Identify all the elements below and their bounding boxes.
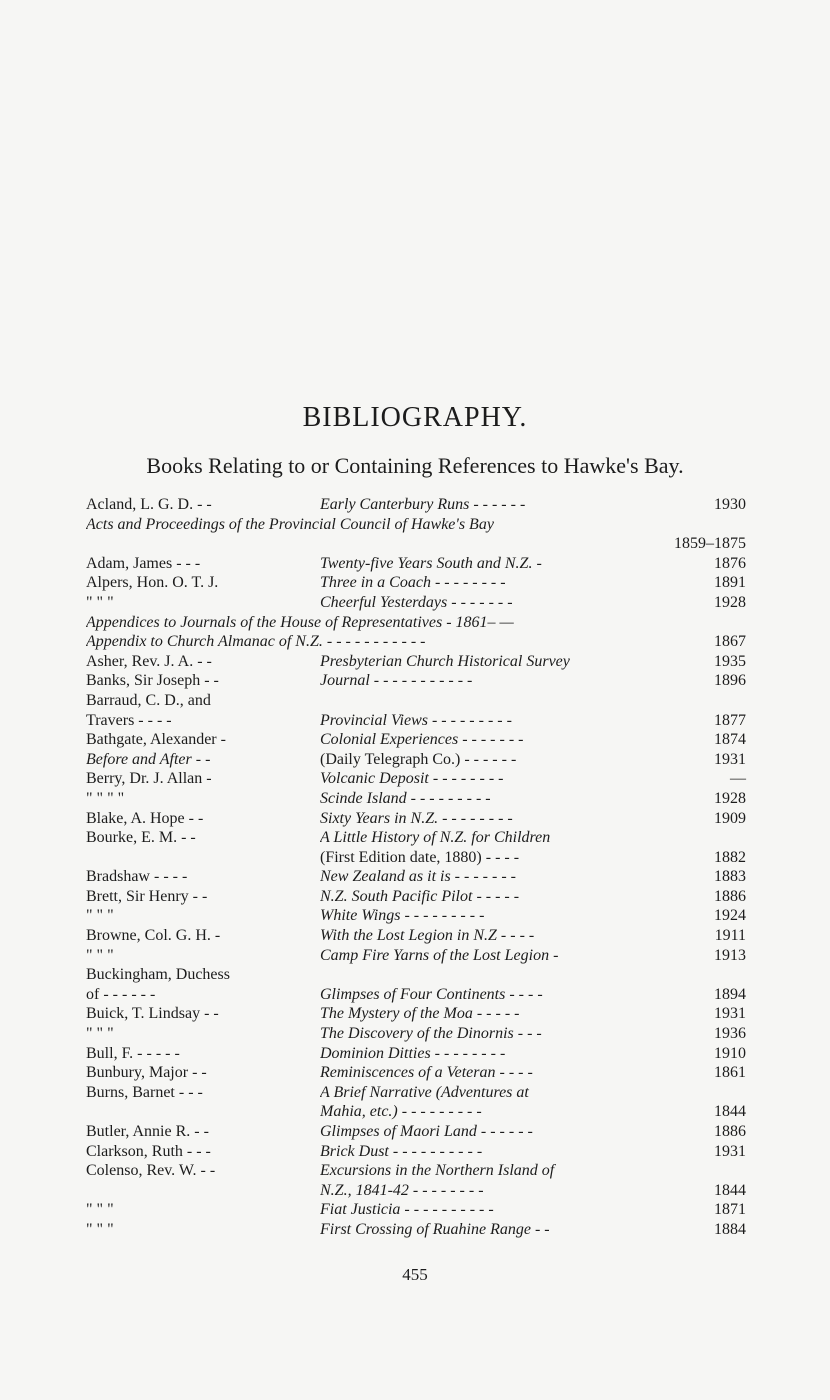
- section-subtitle: Books Relating to or Containing References to Hawke's Bay.: [146, 453, 684, 478]
- bibliography-entry: [86, 1083, 746, 1103]
- entry-author: Banks, Sir Joseph - -: [86, 672, 219, 690]
- entry-year: [702, 1161, 746, 1181]
- entry-year: [702, 828, 746, 848]
- entry-author: Bradshaw - - - -: [86, 868, 188, 886]
- bibliography-entry: [86, 750, 746, 770]
- bibliography-entry: [86, 946, 746, 966]
- entry-year: 1930: [714, 496, 746, 513]
- entry-title: Dominion Ditties - - - - - - - -: [320, 1044, 506, 1062]
- entry-title: [320, 691, 702, 711]
- entry-author: Bourke, E. M. - -: [86, 829, 196, 847]
- entry-author: Before and After - -: [86, 750, 211, 768]
- entry-year: 1931: [714, 1142, 746, 1160]
- entry-title: The Mystery of the Moa - - - - -: [320, 1005, 520, 1023]
- entry-author: [86, 848, 320, 868]
- entry-full-line: Appendices to Journals of the House of Representatives - 1861– —: [86, 613, 514, 631]
- entry-year: [702, 691, 746, 711]
- entry-title: Camp Fire Yarns of the Lost Legion -: [320, 946, 559, 964]
- bibliography-entry: [86, 965, 746, 985]
- entry-title: Provincial Views - - - - - - - - -: [320, 711, 512, 729]
- entry-year: 1861: [714, 1064, 746, 1082]
- entry-year: 1886: [714, 1123, 746, 1140]
- entry-full-line: Appendix to Church Almanac of N.Z. - - - - - - - - - - -: [86, 633, 426, 651]
- bibliography-entry: [86, 554, 746, 574]
- entry-title: White Wings - - - - - - - - -: [320, 907, 485, 925]
- entry-year: 1911: [714, 927, 746, 945]
- entry-author: Brett, Sir Henry - -: [86, 887, 208, 905]
- entry-author: Butler, Annie R. - -: [86, 1123, 209, 1140]
- entry-title: With the Lost Legion in N.Z - - - -: [320, 927, 535, 945]
- entry-title: Scinde Island - - - - - - - - -: [320, 789, 491, 807]
- bibliography-entry: [86, 632, 746, 652]
- bibliography-entry: [86, 534, 746, 554]
- entry-title: Glimpses of Maori Land - - - - - -: [320, 1123, 533, 1140]
- entry-title: The Discovery of the Dinornis - - -: [320, 1025, 542, 1043]
- bibliography-entry: [86, 809, 746, 829]
- entry-author: Travers - - - -: [86, 711, 172, 729]
- entry-title: New Zealand as it is - - - - - - -: [320, 868, 516, 886]
- entry-author: Blake, A. Hope - -: [86, 809, 204, 827]
- bibliography-entry: [86, 671, 746, 691]
- entry-author: Colenso, Rev. W. - -: [86, 1162, 216, 1180]
- entry-title: Three in a Coach - - - - - - - -: [320, 574, 506, 592]
- entry-year: 1891: [714, 574, 746, 592]
- entry-full-line: Acts and Proceedings of the Provincial Council of Hawke's Bay: [86, 515, 494, 533]
- bibliography-entry: [86, 926, 746, 946]
- entry-title: Early Canterbury Runs - - - - - -: [320, 496, 526, 513]
- entry-year: 1883: [714, 868, 746, 886]
- bibliography-entry: [86, 573, 746, 593]
- entry-author: Barraud, C. D., and: [86, 691, 211, 709]
- entry-author: Buckingham, Duchess: [86, 966, 230, 984]
- bibliography-entry: [86, 613, 746, 633]
- entry-year: 1844: [714, 1103, 746, 1121]
- bibliography-entry: [86, 652, 746, 672]
- entry-title: Colonial Experiences - - - - - - -: [320, 731, 524, 749]
- entry-author: " " ": [86, 1201, 114, 1219]
- bibliography-entry: [86, 848, 746, 868]
- entry-author: [86, 1102, 320, 1122]
- entry-year: 1894: [714, 985, 746, 1003]
- entry-title: First Crossing of Ruahine Range - -: [320, 1220, 550, 1238]
- bibliography-entry: [86, 906, 746, 926]
- entry-title: Glimpses of Four Continents - - - -: [320, 985, 543, 1003]
- entry-author: Clarkson, Ruth - - -: [86, 1142, 211, 1160]
- entry-title: Journal - - - - - - - - - - -: [320, 672, 473, 690]
- entry-title: N.Z. South Pacific Pilot - - - - -: [320, 887, 520, 905]
- entry-title: Presbyterian Church Historical Survey: [320, 652, 570, 670]
- entry-title: (First Edition date, 1880) - - - -: [320, 848, 520, 866]
- entry-year: 1877: [714, 711, 746, 729]
- entry-year: [702, 1083, 746, 1103]
- entry-year: [702, 965, 746, 985]
- entry-author: Burns, Barnet - - -: [86, 1083, 203, 1101]
- entry-author: " " ": [86, 593, 114, 611]
- entry-title: [320, 965, 702, 985]
- bibliography-entry: [86, 1063, 746, 1083]
- entry-author: " " ": [86, 946, 114, 964]
- entry-author: " " ": [86, 1025, 114, 1043]
- entry-year: 1910: [714, 1044, 746, 1062]
- entry-title: Brick Dust - - - - - - - - - -: [320, 1142, 483, 1160]
- entry-title: Fiat Justicia - - - - - - - - - -: [320, 1201, 494, 1219]
- entry-title: (Daily Telegraph Co.) - - - - - -: [320, 750, 517, 768]
- entry-year: 1844: [714, 1181, 746, 1199]
- bibliography-entry: [86, 887, 746, 907]
- entry-year: 1928: [714, 593, 746, 611]
- entry-year: 1874: [714, 731, 746, 749]
- bibliography-entry: [86, 1044, 746, 1064]
- bibliography-entry: [86, 593, 746, 613]
- entry-author: " " " ": [86, 789, 125, 807]
- entry-title: Cheerful Yesterdays - - - - - - -: [320, 593, 513, 611]
- entry-year: 1886: [714, 887, 746, 905]
- entry-author: of - - - - - -: [86, 985, 156, 1003]
- entry-title: N.Z., 1841-42 - - - - - - - -: [320, 1181, 484, 1199]
- entry-year: 1931: [714, 750, 746, 768]
- entry-year: 1931: [714, 1005, 746, 1023]
- entry-year: 1871: [714, 1201, 746, 1219]
- entry-title: Reminiscences of a Veteran - - - -: [320, 1064, 533, 1082]
- entry-author: Bathgate, Alexander -: [86, 731, 226, 749]
- entry-author: " " ": [86, 907, 114, 925]
- entry-year: 1896: [714, 672, 746, 690]
- bibliography-entry: [86, 985, 746, 1005]
- entry-year: 1935: [714, 652, 746, 670]
- bibliography-entry: [86, 711, 746, 731]
- bibliography-entry: [86, 1161, 746, 1181]
- entry-year: 1909: [714, 809, 746, 827]
- entry-author: Asher, Rev. J. A. - -: [86, 652, 212, 670]
- entry-title: Volcanic Deposit - - - - - - - -: [320, 770, 504, 788]
- bibliography-entry: [86, 1142, 746, 1162]
- page-number: 455: [402, 1265, 428, 1284]
- entry-year: 1882: [714, 848, 746, 866]
- entry-author: Bunbury, Major - -: [86, 1064, 207, 1082]
- bibliography-entry: [86, 1200, 746, 1220]
- entry-year: 1876: [714, 554, 746, 572]
- entry-title: Excursions in the Northern Island of: [320, 1162, 555, 1180]
- entry-year: —: [730, 770, 746, 788]
- bibliography-entry: [86, 867, 746, 887]
- entry-author: Acland, L. G. D. - -: [86, 496, 212, 513]
- bibliography-entry: [86, 828, 746, 848]
- entry-author: Browne, Col. G. H. -: [86, 927, 221, 945]
- entry-title: A Brief Narrative (Adventures at: [320, 1083, 529, 1101]
- entry-author: Berry, Dr. J. Allan -: [86, 770, 212, 788]
- bibliography-entry: [86, 1181, 746, 1201]
- entry-author: Alpers, Hon. O. T. J.: [86, 574, 219, 592]
- entry-title: A Little History of N.Z. for Children: [320, 829, 551, 847]
- bibliography-entry: [86, 515, 746, 535]
- entry-year: 1884: [714, 1220, 746, 1238]
- entry-year: 1928: [714, 789, 746, 807]
- entry-author: " " ": [86, 1220, 114, 1238]
- bibliography-entry: [86, 1102, 746, 1122]
- entry-title: Mahia, etc.) - - - - - - - - -: [320, 1103, 482, 1121]
- entry-year: 1924: [714, 907, 746, 925]
- entry-author: Buick, T. Lindsay - -: [86, 1005, 219, 1023]
- bibliography-entry: [86, 495, 746, 515]
- entry-year: 1936: [714, 1025, 746, 1043]
- entry-author: Adam, James - - -: [86, 554, 201, 572]
- entry-year: 1859–1875: [674, 535, 746, 553]
- entry-author: Bull, F. - - - - -: [86, 1044, 180, 1062]
- bibliography-entry: [86, 1004, 746, 1024]
- bibliography-entry: [86, 789, 746, 809]
- bibliography-entry: [86, 730, 746, 750]
- entry-year: 1867: [714, 633, 746, 651]
- bibliography-entry: [86, 1024, 746, 1044]
- entry-title: Twenty-five Years South and N.Z. -: [320, 554, 542, 572]
- entry-year: 1913: [714, 946, 746, 964]
- bibliography-entry: [86, 691, 746, 711]
- bibliography-entry: [86, 769, 746, 789]
- entry-author: [86, 1181, 320, 1201]
- page-title: BIBLIOGRAPHY.: [302, 402, 528, 433]
- entry-title: Sixty Years in N.Z. - - - - - - - -: [320, 809, 513, 827]
- bibliography-entry: [86, 1122, 746, 1142]
- bibliography-entry: [86, 1220, 746, 1240]
- bibliography-list: [86, 495, 746, 1240]
